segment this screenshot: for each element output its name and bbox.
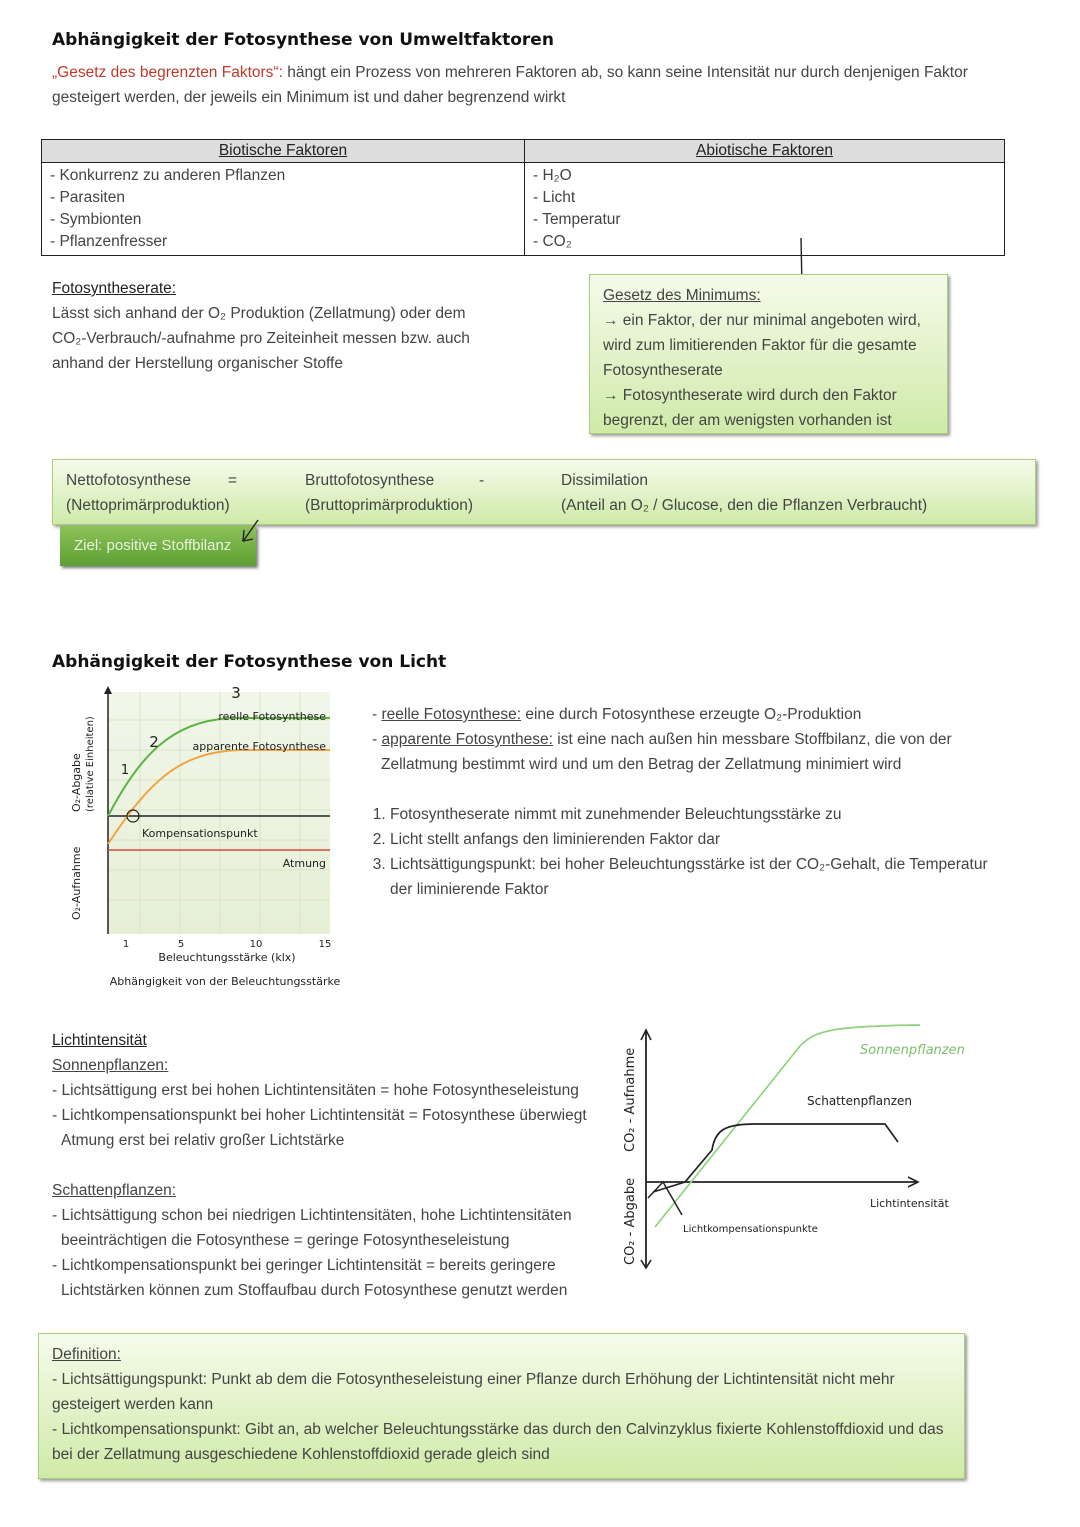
shade-line: beeinträchtigen die Fotosynthese = geringe Fotosyntheseleistung xyxy=(61,1232,510,1249)
definition-box xyxy=(38,1333,965,1479)
chart-background xyxy=(108,692,330,934)
dissim-sub: (Anteil an O₂ / Glucose, den die Pflanzen Verbraucht) xyxy=(561,497,928,514)
shade-heading: Schattenpflanzen: xyxy=(52,1182,177,1199)
annotation-3: 3 xyxy=(231,684,241,702)
netto-sub: (Nettoprimärproduktion) xyxy=(66,497,230,514)
chart-sun-shade-plants xyxy=(615,1020,985,1280)
light-point: 1. Fotosyntheserate nimmt mit zunehmender Beleuchtungsstärke zu xyxy=(390,802,1012,827)
minimum-line: Fotosyntheserate xyxy=(603,362,723,379)
def-reell-term: reelle Fotosynthese: xyxy=(381,706,522,723)
brutto-label: Bruttofotosynthese xyxy=(305,472,435,489)
x-tick: 15 xyxy=(318,939,332,950)
label-sonnenpflanzen: Sonnenpflanzen xyxy=(860,1043,965,1058)
goal-badge: Ziel: positive Stoffbilanz xyxy=(60,526,256,566)
law-text: hängt ein Prozess von mehreren Faktoren ab, so kann seine Intensität nur durch denjenigen Faktor xyxy=(282,64,968,81)
sun-heading: Sonnenpflanzen: xyxy=(52,1057,169,1074)
annotation-2: 2 xyxy=(149,733,159,751)
netto-label: Nettofotosynthese xyxy=(66,472,191,489)
abiotic-item: - Licht xyxy=(533,189,576,206)
shade-line: - Lichtsättigung schon bei niedrigen Lichtintensitäten, hohe Lichtintensitäten xyxy=(52,1207,572,1224)
section-title-umweltfaktoren: Abhängigkeit der Fotosynthese von Umweltfaktoren xyxy=(52,30,554,50)
label-schattenpflanzen: Schattenpflanzen xyxy=(807,1094,912,1108)
rate-block xyxy=(52,276,492,376)
minimum-line: → ein Faktor, der nur minimal angeboten wird, xyxy=(603,312,921,329)
definition-line: bei der Zellatmung ausgeschiedene Kohlenstoffdioxid gerade gleich sind xyxy=(52,1446,550,1463)
light-point: 3. Lichtsättigungspunkt: bei hoher Beleuchtungsstärke ist der CO₂-Gehalt, die Temperatur der liminierende Faktor xyxy=(390,852,1012,902)
annotation-1: 1 xyxy=(120,763,130,778)
section-title-licht: Abhängigkeit der Fotosynthese von Licht xyxy=(52,652,447,672)
biotic-item: - Pflanzenfresser xyxy=(50,233,168,250)
label-lichtintensitaet: Lichtintensität xyxy=(870,1197,949,1210)
rate-line: CO₂-Verbrauch/-aufnahme pro Zeiteinheit messen bzw. auch xyxy=(52,330,470,347)
abiotic-cell xyxy=(525,163,1005,256)
x-axis-label: Beleuchtungsstärke (klx) xyxy=(158,951,296,964)
sun-line: - Lichtsättigung erst bei hohen Lichtintensitäten = hohe Fotosyntheseleistung xyxy=(52,1082,579,1099)
equation-box xyxy=(52,459,1036,525)
x-tick: 10 xyxy=(249,939,263,950)
y-label-up: CO₂ - Aufnahme xyxy=(623,1047,638,1152)
dissim-label: Dissimilation xyxy=(561,472,648,489)
x-tick: 5 xyxy=(177,939,185,950)
def-apparent-text: ist eine nach außen hin messbare Stoffbilanz, die von der xyxy=(552,731,952,748)
y-label-bottom: O₂-Aufnahme xyxy=(70,846,83,920)
label-apparente: apparente Fotosynthese xyxy=(192,740,326,753)
abiotic-item: - Temperatur xyxy=(533,211,621,228)
sun-line: Atmung erst bei relativ großer Lichtstärke xyxy=(61,1132,345,1149)
x-tick: 1 xyxy=(122,939,130,950)
biotic-item: - Symbionten xyxy=(50,211,142,228)
biotic-item: - Konkurrenz zu anderen Pflanzen xyxy=(50,167,286,184)
abiotic-item: - CO₂ xyxy=(533,233,572,250)
chart-caption: Abhängigkeit von der Beleuchtungsstärke xyxy=(109,975,341,988)
law-text-2: gesteigert werden, der jeweils ein Minimum ist und daher begrenzend wirkt xyxy=(52,89,566,106)
def-reell-text: eine durch Fotosynthese erzeugte O₂-Produktion xyxy=(521,706,862,723)
definition-line: - Lichtkompensationspunkt: Gibt an, ab welcher Beleuchtungsstärke das durch den Calvinzyklus fixierte Kohlenstoffdioxid und das xyxy=(52,1421,944,1438)
brutto-sub: (Bruttoprimärproduktion) xyxy=(305,497,473,514)
definition-line: gesteigert werden kann xyxy=(52,1396,214,1413)
minus-sign: - xyxy=(479,472,485,489)
biotic-cell xyxy=(42,163,525,256)
def-apparent-term: apparente Fotosynthese: xyxy=(381,731,553,748)
abiotic-item: - H₂O xyxy=(533,167,572,184)
equals-sign: = xyxy=(228,472,238,489)
rate-line: anhand der Herstellung organischer Stoffe xyxy=(52,355,343,372)
minimum-box xyxy=(589,274,948,434)
rate-line: Lässt sich anhand der O₂ Produktion (Zellatmung) oder dem xyxy=(52,305,466,322)
intensity-heading: Lichtintensität xyxy=(52,1032,147,1049)
label-kompensationspunkt: Kompensationspunkt xyxy=(142,827,258,840)
y-label-top-sub: (relative Einheiten) xyxy=(85,716,96,812)
check-arrow-icon xyxy=(238,516,264,546)
biotic-header: Biotische Faktoren xyxy=(42,140,525,163)
label-reelle: reelle Fotosynthese xyxy=(218,710,326,723)
abiotic-header: Abiotische Faktoren xyxy=(525,140,1005,163)
law-limiting-factor xyxy=(52,60,1012,110)
biotic-item: - Parasiten xyxy=(50,189,125,206)
def-apparent-text-2: Zellatmung bestimmt wird und um den Betrag der Zellatmung minimiert wird xyxy=(381,756,902,773)
minimum-line: begrenzt, der am wenigsten vorhanden ist xyxy=(603,412,892,429)
def-apparent: - apparente Fotosynthese: ist eine nach außen hin messbare Stoffbilanz, die von der xyxy=(372,731,952,748)
shade-line: Lichtstärken können zum Stoffaufbau durch Fotosynthese genutzt werden xyxy=(61,1282,568,1299)
y-label-down: CO₂ - Abgabe xyxy=(623,1177,638,1265)
sun-line: - Lichtkompensationspunkt bei hoher Lichtintensität = Fotosynthese überwiegt xyxy=(52,1107,587,1124)
definition-line: - Lichtsättigungspunkt: Punkt ab dem die Fotosyntheseleistung einer Pflanze durch Erhöhung der Lichtintensität nicht mehr xyxy=(52,1371,895,1388)
minimum-line: wird zum limitierenden Faktor für die gesamte xyxy=(603,337,917,354)
light-points-list xyxy=(372,802,1012,902)
minimum-heading: Gesetz des Minimums: xyxy=(603,287,761,304)
intensity-block xyxy=(52,1028,612,1303)
label-atmung: Atmung xyxy=(282,857,326,870)
label-kompensationspunkte: Lichtkompensationspunkte xyxy=(683,1224,818,1235)
rate-heading: Fotosyntheserate: xyxy=(52,280,177,297)
light-point: 2. Licht stellt anfangs den liminierenden Faktor dar xyxy=(390,827,1012,852)
minimum-line: → Fotosyntheserate wird durch den Faktor xyxy=(603,387,897,404)
law-quote: „Gesetz des begrenzten Faktors“: xyxy=(52,64,283,81)
y-label-top: O₂-Abgabe xyxy=(70,753,83,812)
def-reell: - reelle Fotosynthese: eine durch Fotosynthese erzeugte O₂-Produktion xyxy=(372,706,862,723)
factors-table xyxy=(41,139,1005,256)
light-definitions xyxy=(372,702,1012,902)
definition-heading: Definition: xyxy=(52,1346,121,1363)
chart-light-dependency xyxy=(60,680,360,1000)
shade-line: - Lichtkompensationspunkt bei geringer Lichtintensität = bereits geringere xyxy=(52,1257,556,1274)
